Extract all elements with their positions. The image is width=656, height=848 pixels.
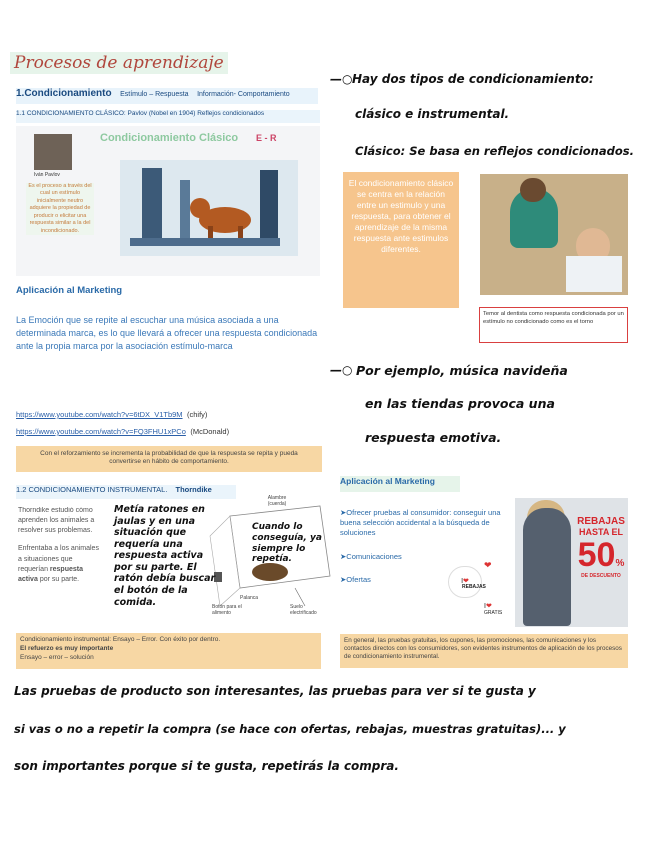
apparatus-mid — [180, 180, 190, 238]
dentist-caption: Temor al dentista como respuesta condicionada por un estímulo no condicionado como es el torno — [479, 307, 628, 343]
instrumental-line-2: El refuerzo es muy importante — [20, 644, 114, 652]
hand-arrow-1: —○ — [330, 72, 353, 86]
marketing-item-1: ➤Ofrecer pruebas al consumidor: conseguir una buena selección accidental a la búsqueda de soluciones — [340, 508, 501, 538]
dog-leg — [208, 226, 213, 238]
marketing-item-1-text: Ofrecer pruebas al consumidor: conseguir una buena selección accidental a la búsqueda de soluciones — [340, 508, 501, 538]
instrumental-heading: 1.2 CONDICIONAMIENTO INSTRUMENTAL. — [16, 485, 168, 494]
hand-arrow-2: —○ — [330, 363, 353, 377]
rebajas-50: 50 — [577, 536, 616, 574]
youtube-link-mcdonald[interactable]: https://www.youtube.com/watch?v=FQ3FHU1xPCo — [16, 427, 186, 436]
marketing-heading-1: Aplicación al Marketing — [16, 285, 123, 296]
marketing-item-2: ➤Comunicaciones — [340, 552, 402, 562]
rebajas-line4: DE DESCUENTO — [581, 573, 621, 579]
hand-note-5: en las tiendas provoca una — [365, 396, 555, 411]
child-bib — [566, 256, 622, 292]
page-title: Procesos de aprendizaje — [10, 52, 228, 74]
tag-informacion: Información- Comportamiento — [197, 91, 290, 98]
dog-leg — [238, 226, 243, 238]
heart-gratis: GRATIS — [484, 610, 503, 616]
rebajas-poster — [515, 498, 628, 627]
pavlov-portrait — [34, 134, 72, 170]
thorndike-text-2a: Enfrentaba a los animales a situaciones que requerían — [18, 545, 99, 573]
rebajas-number — [575, 537, 627, 573]
clasico-explanation: El condicionamiento clásico se centra en la relación entre un estimulo y una respuesta, para obtener el aprendizaje de la misma respuesta ante estimulos diferentes. — [343, 172, 459, 308]
heart-sticker-gratis — [484, 602, 502, 616]
marketing-item-3: ➤Ofertas — [340, 574, 371, 584]
heart-stickers — [448, 560, 506, 630]
hand-note-2: clásico e instrumental. — [355, 107, 510, 121]
dog-head — [190, 198, 210, 218]
hand-note-3: Clásico: Se basa en reflejos condicionados. — [355, 144, 634, 158]
link-row-1 — [16, 404, 322, 422]
instrumental-line-1: Condicionamiento instrumental: Ensayo – Error. Con éxito por dentro. — [20, 636, 221, 643]
dentist-head — [520, 178, 546, 202]
thorndike-text-2 — [18, 544, 104, 585]
hand-note-4: Por ejemplo, música navideña — [356, 363, 568, 378]
marketing-item-2-text: Comunicaciones — [346, 552, 402, 562]
hand-note-11: son importantes porque si te gusta, repetirás la compra. — [14, 759, 399, 773]
thorndike-text-1: Thorndike estudió cómo aprenden los animales a resolver sus problemas. — [18, 507, 95, 535]
dentist-photo — [480, 174, 628, 295]
instrumental-line-3: Ensayo – error – solución — [20, 653, 94, 661]
apparatus-right — [260, 170, 278, 238]
heart-icon-2: ❤ — [485, 603, 492, 610]
rebajas-line1: REBAJAS — [577, 516, 625, 527]
label-boton: Botón para el alimento — [212, 604, 242, 616]
link-note-chify: (chify) — [187, 410, 208, 419]
marketing-item-3-text: Ofertas — [346, 574, 371, 584]
hand-note-1: Hay dos tipos de condicionamiento: — [352, 72, 594, 86]
label-alambre: Alambre (cuerda) — [267, 495, 287, 507]
pavlov-note: Es el proceso a través del cual un estímulo inicialmente neutro adquiere la propiedad de producir o elicitar una respuesta similar a la del incondicionado. — [26, 183, 94, 235]
heart-i-2: I — [484, 603, 486, 610]
model-figure — [523, 508, 571, 626]
heart-icon: ❤ — [463, 578, 469, 585]
heart-rebajas: REBAJAS — [462, 584, 486, 590]
reinforcement-note: Con el reforzamiento se incrementa la probabilidad de que la respuesta se repita y pueda convertirse en hábito de comportamiento. — [16, 446, 322, 472]
pavlov-caption: Iván Pavlov — [34, 172, 60, 178]
rat-figure — [252, 563, 288, 581]
tag-estimulo: Estímulo – Respuesta — [120, 91, 189, 98]
marketing-text: La Emoción que se repite al escuchar una música asociada a una determinada marca, es lo que llevará a ofrecer una respuesta condicionada ante la propia marca por la asociación estímulo-marca — [16, 315, 318, 352]
youtube-link-chify[interactable]: https://www.youtube.com/watch?v=6tDX_V1Tb9M — [16, 410, 183, 419]
pavlov-dog-illustration — [120, 160, 298, 256]
rebajas-pct: % — [615, 558, 625, 569]
label-palanca: Palanca — [240, 595, 259, 601]
section-heading: 1.Condicionamiento — [16, 88, 112, 99]
thorndike-name: Thorndike — [175, 485, 212, 494]
table — [130, 238, 280, 246]
slide-title: Condicionamiento Clásico — [100, 132, 239, 144]
hand-note-10: si vas o no a repetir la compra (se hace con ofertas, rebajas, muestras gratuitas)... y — [14, 722, 566, 736]
slide-er: E - R — [256, 133, 277, 143]
heart-i-1: I — [461, 578, 464, 585]
heart-icon-small: ❤ — [484, 560, 492, 570]
marketing-heading-2: Aplicación al Marketing — [340, 476, 460, 492]
label-suelo: Suelo electrificado — [290, 604, 317, 616]
rebajas-text — [575, 516, 627, 579]
rebajas-line2: HASTA EL — [579, 527, 623, 537]
link-note-mcdonald: (McDonald) — [190, 427, 230, 436]
instrumental-summary — [16, 633, 321, 669]
thorndike-text — [18, 506, 104, 585]
apparatus-left — [142, 168, 162, 238]
general-note: En general, las pruebas gratuitas, los cupones, las promociones, las comunicaciones y los contactos directos con los consumidores, son evidentes instrumentos de aplicación de los procesos de condicionamiento instrumental. — [340, 634, 628, 668]
subsection-heading: 1.1 CONDICIONAMIENTO CLÁSICO: — [16, 110, 126, 117]
section-condicionamiento-header — [16, 88, 318, 104]
hand-note-7: Metía ratones en jaulas y en una situación que requería una respuesta activa por su parte. El ratón debía buscar el botón de la comida. — [114, 504, 216, 608]
hand-note-9: Las pruebas de producto son interesantes, las pruebas para ver si te gusta y — [14, 684, 536, 698]
link-row-2 — [16, 421, 322, 439]
hand-note-6: respuesta emotiva. — [365, 430, 502, 445]
thorndike-text-2b: respuesta activa — [18, 565, 83, 583]
heart-sticker-rebajas — [448, 566, 482, 598]
thorndike-text-2c: por su parte. — [39, 575, 80, 583]
subsection-detail: Pavlov (Nobel en 1904) Reflejos condicionados — [127, 110, 265, 117]
hand-note-8: Cuando lo conseguía, ya siempre lo repetía. — [252, 522, 322, 565]
subsection-clasico — [16, 110, 320, 123]
